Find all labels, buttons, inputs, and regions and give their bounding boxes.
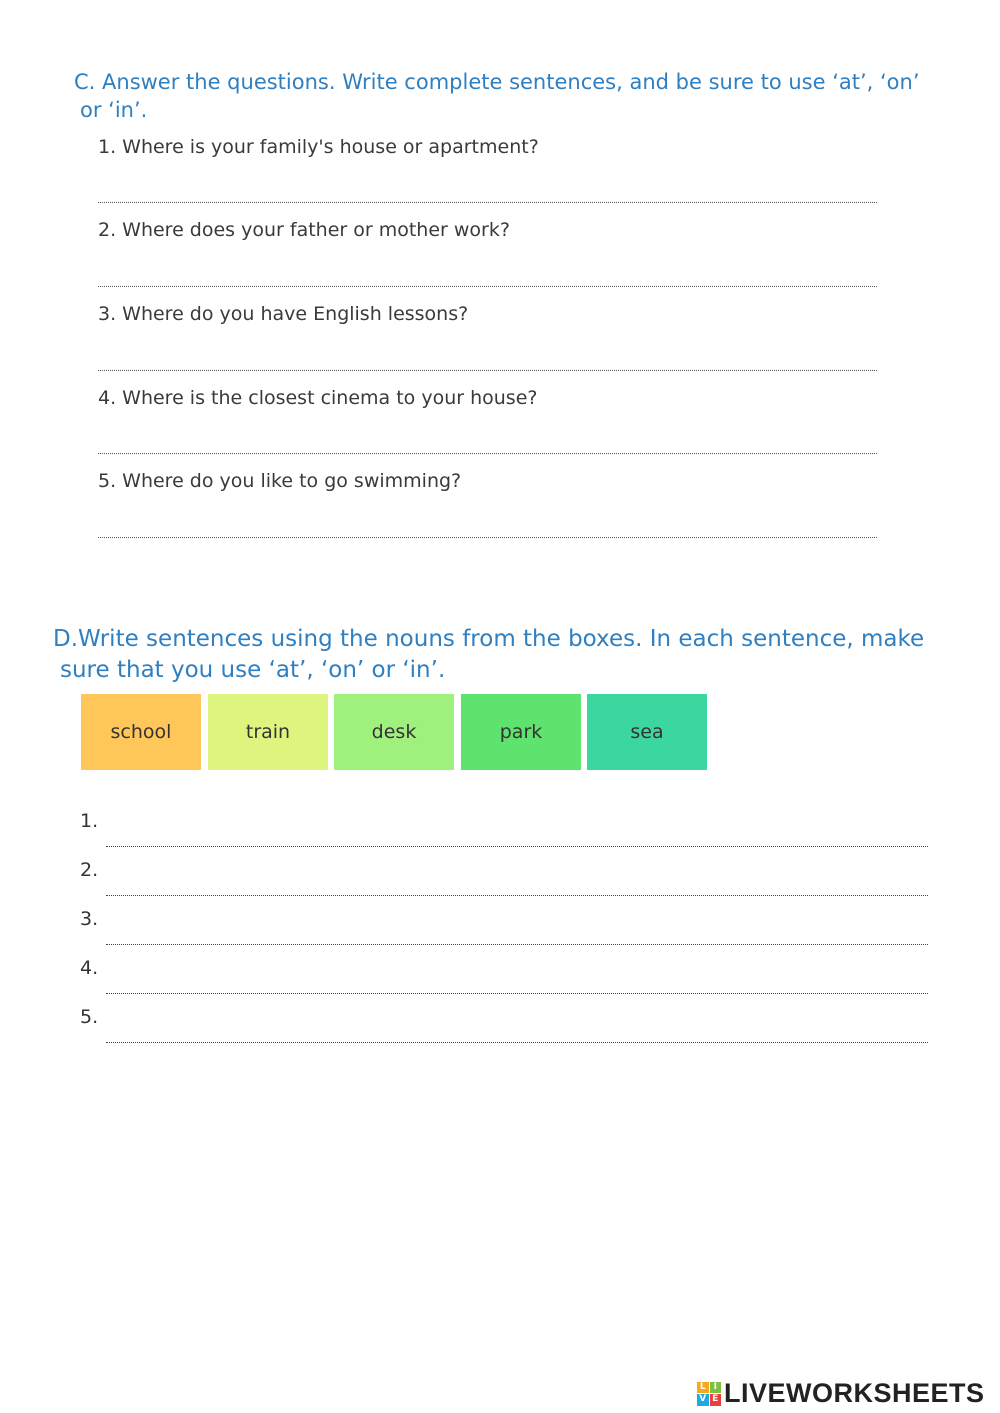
- sentence-input-5[interactable]: [106, 1018, 928, 1043]
- noun-box-desk: desk: [334, 694, 454, 770]
- section-d-title-line2: sure that you use ‘at’, ‘on’ or ‘in’.: [60, 657, 446, 683]
- sentence-input-1[interactable]: [106, 822, 928, 847]
- section-d-title-line1: D.Write sentences using the nouns from the boxes. In each sentence, make: [53, 626, 925, 652]
- noun-box-train: train: [208, 694, 328, 770]
- answer-input-1[interactable]: [98, 180, 877, 203]
- sentence-number-3: 3.: [80, 908, 99, 930]
- noun-box-school: school: [81, 694, 201, 770]
- sentence-input-4[interactable]: [106, 969, 928, 994]
- sentence-number-2: 2.: [80, 859, 99, 881]
- sentence-number-4: 4.: [80, 957, 99, 979]
- question-1: 1. Where is your family's house or apartment?: [98, 136, 539, 158]
- section-c-title-line2: or ‘in’.: [80, 98, 148, 122]
- answer-input-4[interactable]: [98, 431, 877, 454]
- noun-box-sea: sea: [587, 694, 707, 770]
- liveworksheets-logo-icon: L I V E: [697, 1382, 721, 1406]
- answer-input-5[interactable]: [98, 515, 877, 538]
- question-5: 5. Where do you like to go swimming?: [98, 470, 462, 492]
- sentence-number-1: 1.: [80, 810, 99, 832]
- question-3: 3. Where do you have English lessons?: [98, 303, 469, 325]
- liveworksheets-logo: [697, 1378, 985, 1409]
- question-2: 2. Where does your father or mother work?: [98, 219, 510, 241]
- noun-box-park: park: [461, 694, 581, 770]
- answer-input-3[interactable]: [98, 348, 877, 371]
- sentence-number-5: 5.: [80, 1006, 99, 1028]
- answer-input-2[interactable]: [98, 264, 877, 287]
- liveworksheets-logo-text: LIVEWORKSHEETS: [724, 1378, 985, 1408]
- sentence-input-3[interactable]: [106, 920, 928, 945]
- sentence-input-2[interactable]: [106, 871, 928, 896]
- section-c-title-line1: C. Answer the questions. Write complete sentences, and be sure to use ‘at’, ‘on’: [74, 70, 920, 94]
- question-4: 4. Where is the closest cinema to your house?: [98, 387, 538, 409]
